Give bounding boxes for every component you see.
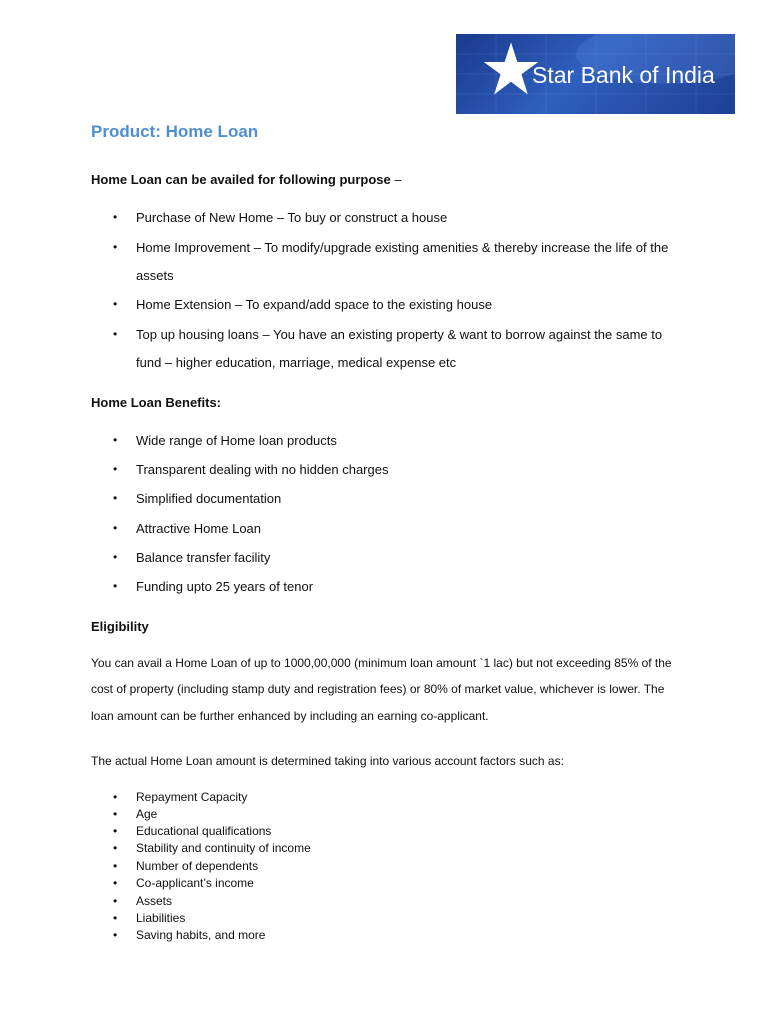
- list-item-text: Attractive Home Loan: [136, 521, 262, 536]
- list-item-text: Saving habits, and more: [136, 928, 266, 942]
- eligibility-paragraph-line: You can avail a Home Loan of up to 1000,00,000 (minimum loan amount `1 lac) but not exceeding 85% of the: [91, 656, 672, 670]
- bullet: •: [113, 894, 118, 908]
- list-item-text: fund – higher education, marriage, medical expense etc: [136, 355, 457, 370]
- purpose-heading-dash: –: [394, 172, 402, 187]
- bullet: •: [113, 928, 118, 942]
- eligibility-heading: Eligibility: [91, 619, 149, 634]
- bullet: •: [113, 297, 118, 311]
- bullet: •: [113, 462, 118, 476]
- logo-text: Star Bank of India: [532, 62, 715, 88]
- list-item-text: Funding upto 25 years of tenor: [136, 579, 314, 594]
- bullet: •: [113, 579, 118, 593]
- list-item-text: Co-applicant’s income: [136, 876, 254, 890]
- benefits-heading: Home Loan Benefits:: [91, 395, 222, 410]
- list-item-text: Stability and continuity of income: [136, 841, 311, 855]
- bullet: •: [113, 911, 118, 925]
- bullet: •: [113, 841, 118, 855]
- bullet: •: [113, 433, 118, 447]
- purpose-heading-text: Home Loan can be availed for following purpose: [91, 172, 391, 187]
- list-item-text: Repayment Capacity: [136, 790, 248, 804]
- factors-intro: The actual Home Loan amount is determined taking into various account factors such as:: [91, 754, 564, 768]
- bullet: •: [113, 521, 118, 535]
- eligibility-paragraph-line: cost of property (including stamp duty and registration fees) or 80% of market value, whichever is lower. The: [91, 682, 665, 696]
- bullet: •: [113, 240, 118, 254]
- list-item-text: Assets: [136, 894, 173, 908]
- list-item-text: Educational qualifications: [136, 824, 272, 838]
- list-item-text: Number of dependents: [136, 859, 259, 873]
- list-item-text: Purchase of New Home – To buy or construct a house: [136, 210, 448, 225]
- list-item-text: Balance transfer facility: [136, 550, 271, 565]
- list-item-text: Age: [136, 807, 158, 821]
- list-item-text: Liabilities: [136, 911, 186, 925]
- bullet: •: [113, 824, 118, 838]
- bullet: •: [113, 790, 118, 804]
- list-item-text: Home Extension – To expand/add space to the existing house: [136, 297, 493, 312]
- list-item-text: Top up housing loans – You have an existing property & want to borrow against the same to: [136, 327, 663, 342]
- list-item-text: Simplified documentation: [136, 491, 282, 506]
- bank-logo: [456, 34, 735, 114]
- bullet: •: [113, 807, 118, 821]
- bullet: •: [113, 876, 118, 890]
- page-title: Product: Home Loan: [91, 122, 259, 141]
- list-item-text: Home Improvement – To modify/upgrade existing amenities & thereby increase the life of the: [136, 240, 669, 255]
- bullet: •: [113, 327, 118, 341]
- purpose-heading: [91, 172, 402, 187]
- bullet: •: [113, 210, 118, 224]
- bullet: •: [113, 859, 118, 873]
- list-item-text: assets: [136, 268, 174, 283]
- list-item-text: Wide range of Home loan products: [136, 433, 337, 448]
- bullet: •: [113, 550, 118, 564]
- bullet: •: [113, 491, 118, 505]
- list-item-text: Transparent dealing with no hidden charges: [136, 462, 389, 477]
- eligibility-paragraph-line: loan amount can be further enhanced by including an earning co-applicant.: [91, 709, 489, 723]
